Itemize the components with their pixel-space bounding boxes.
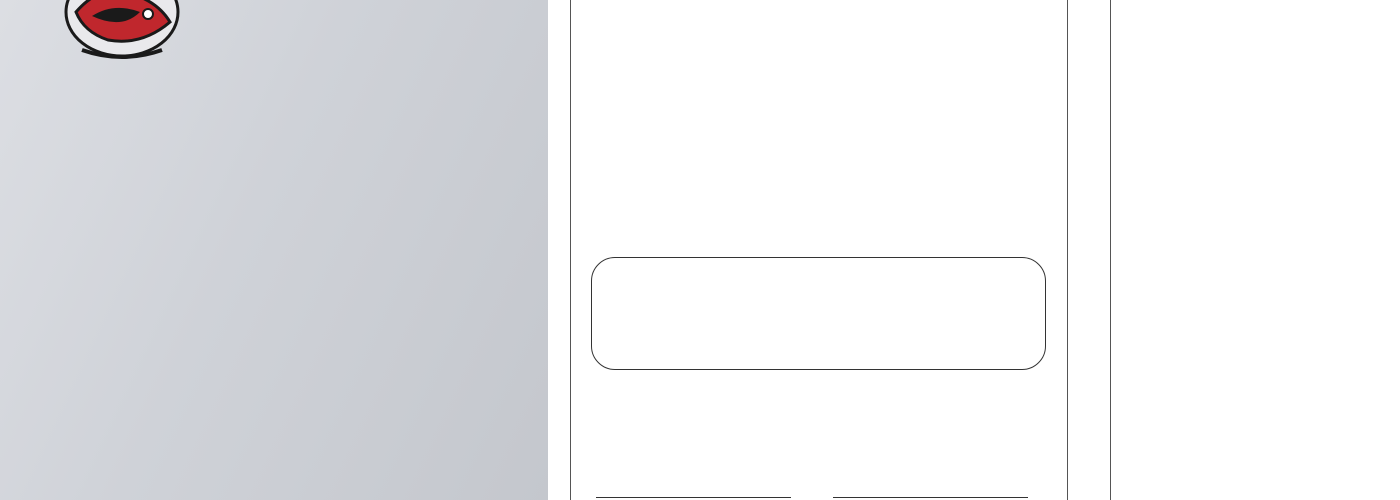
printed-menu-photo	[0, 0, 548, 500]
salmon-logo-icon	[62, 0, 182, 62]
menu-item-bison-chili	[596, 10, 746, 16]
left-column-starters-salads	[58, 72, 298, 78]
featured-item-cottage-pie	[591, 257, 1046, 370]
menu-item-miso-cod	[832, 137, 1017, 143]
menu-item-citrus-shrimp	[596, 137, 791, 143]
menu-item-pork-chop	[833, 393, 1018, 399]
menu-item-prawn-cocktail	[831, 8, 1016, 11]
menu-item-chicken-shawarma	[596, 394, 791, 400]
main-menu-page	[570, 0, 1068, 500]
small-menu-page	[1110, 0, 1400, 500]
